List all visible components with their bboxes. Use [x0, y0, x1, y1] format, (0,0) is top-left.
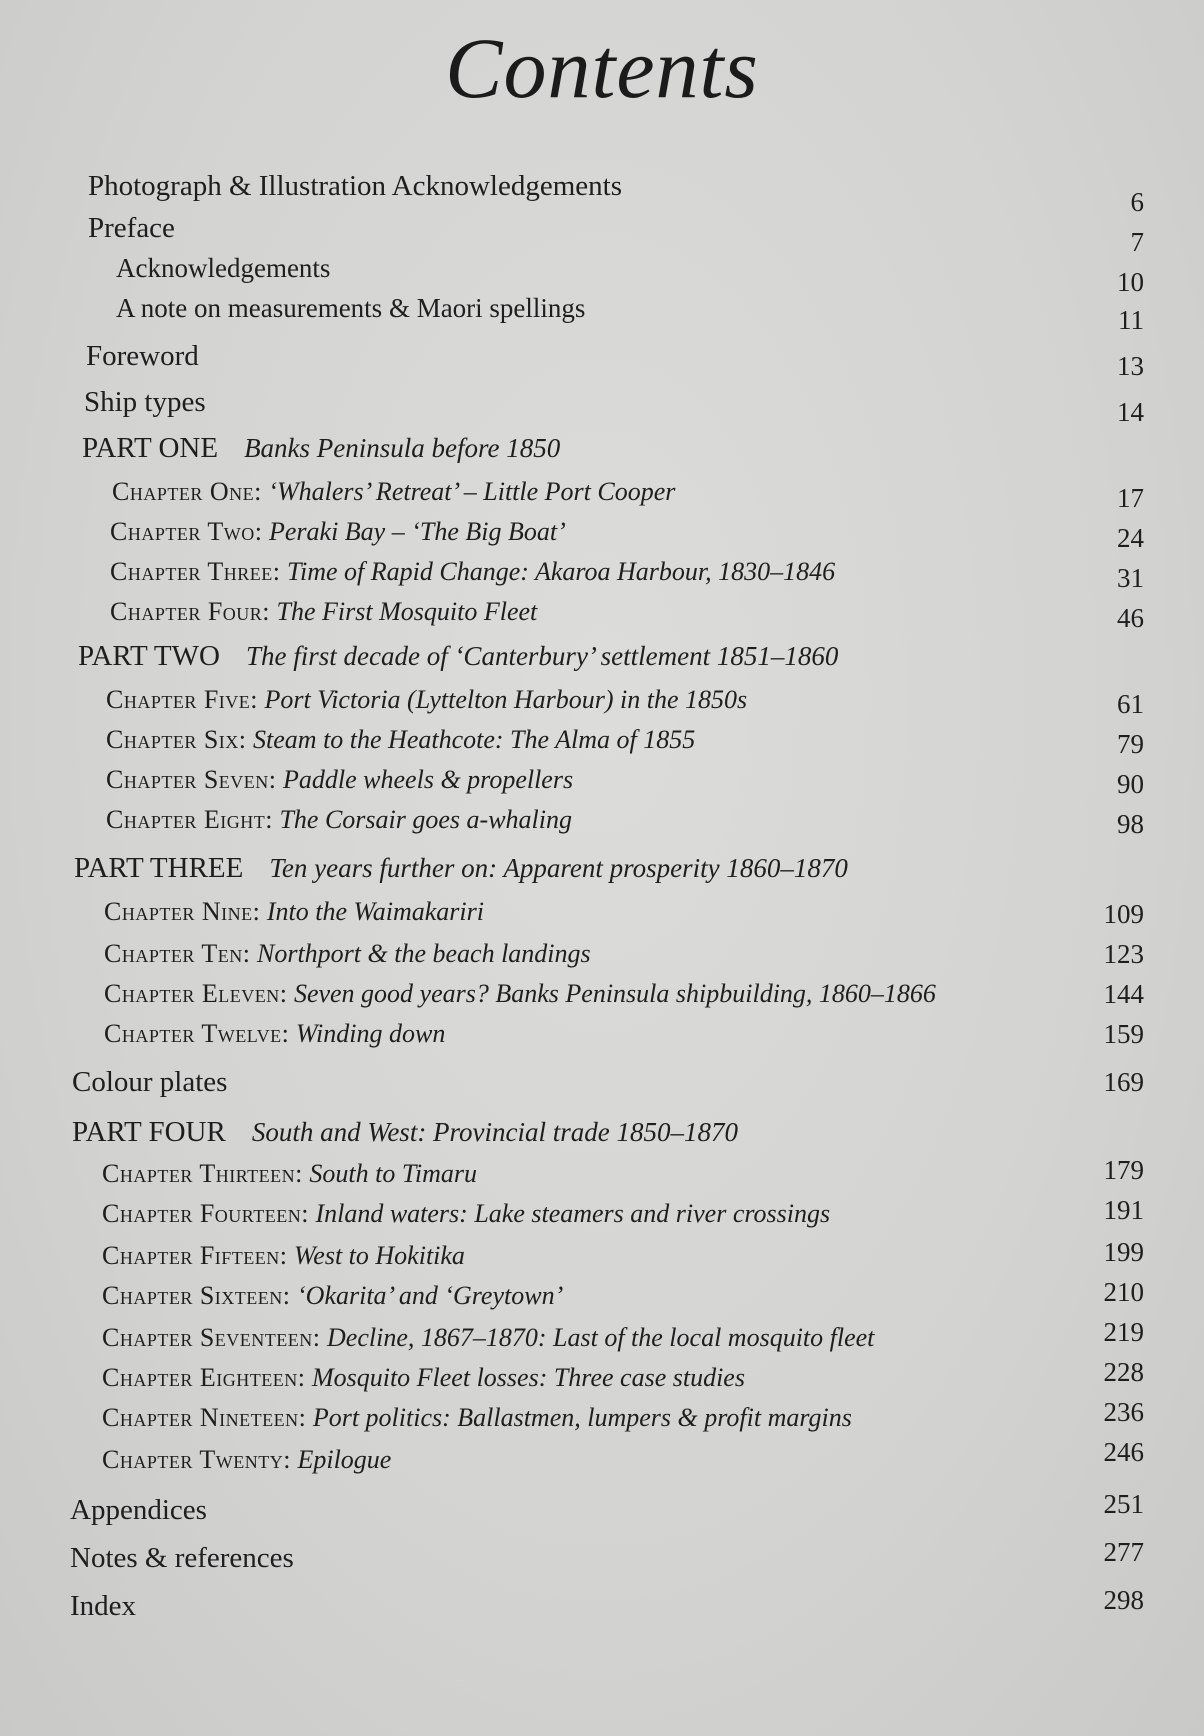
- entry-page-number: 14: [1117, 397, 1144, 427]
- toc-chapter: [0, 592, 1204, 632]
- toc-chapter: [0, 1358, 1204, 1398]
- toc-chapter: [0, 1437, 1204, 1480]
- part-label: PART FOUR: [72, 1116, 226, 1148]
- chapter-number: Chapter Eighteen:: [102, 1363, 306, 1392]
- toc-chapter: [0, 892, 1204, 932]
- toc-chapter: [0, 974, 1204, 1014]
- chapter-title: Decline, 1867–1870: Last of the local mosquito fleet: [327, 1323, 875, 1352]
- entry-page-number: 79: [1117, 729, 1144, 759]
- toc-entry-acknowledgements: [0, 248, 1204, 297]
- part-subtitle: South and West: Provincial trade 1850–1870: [251, 1117, 739, 1147]
- chapter-number: Chapter Seven:: [106, 765, 277, 794]
- toc-chapter: [0, 1154, 1204, 1194]
- chapter-number: Chapter Seventeen:: [102, 1323, 321, 1352]
- chapter-number: Chapter One:: [112, 477, 262, 506]
- toc-chapter: [0, 1236, 1204, 1276]
- chapter-title: Winding down: [295, 1019, 446, 1048]
- chapter-number: Chapter Six:: [106, 725, 247, 754]
- chapter-number: Chapter Nineteen:: [102, 1403, 307, 1432]
- entry-title: A note on measurements & Maori spellings: [116, 293, 586, 323]
- toc-part-three: [0, 848, 1204, 888]
- chapter-title: Peraki Bay – ‘The Big Boat’: [268, 517, 566, 546]
- entry-page-number: 61: [1117, 689, 1144, 719]
- entry-title: Index: [70, 1590, 137, 1622]
- toc-chapter: [0, 1194, 1204, 1234]
- chapter-title: Port politics: Ballastmen, lumpers & profit margins: [312, 1403, 852, 1432]
- chapter-title: Paddle wheels & propellers: [283, 765, 574, 794]
- toc-chapter: [0, 1276, 1204, 1316]
- part-subtitle: Ten years further on: Apparent prosperity 1860–1870: [269, 853, 848, 883]
- toc-chapter: [0, 800, 1204, 840]
- chapter-title: The First Mosquito Fleet: [276, 597, 538, 626]
- entry-title: Photograph & Illustration Acknowledgements: [88, 170, 623, 202]
- entry-title: Foreword: [86, 340, 199, 372]
- toc-entry-acknowledgements-photos: [0, 166, 1204, 217]
- part-label: PART THREE: [74, 852, 244, 884]
- part-heading: [74, 848, 848, 888]
- toc-chapter: [0, 1014, 1204, 1054]
- toc-entry-index: [0, 1586, 1204, 1626]
- entry-page-number: 24: [1117, 523, 1144, 553]
- entry-title: Notes & references: [70, 1542, 294, 1574]
- entry-page-number: 169: [1103, 1067, 1144, 1097]
- chapter-number: Chapter Four:: [110, 597, 271, 626]
- entry-page-number: 251: [1103, 1489, 1144, 1519]
- chapter-number: Chapter Nine:: [104, 897, 261, 926]
- entry-page-number: 210: [1103, 1277, 1144, 1307]
- toc-entry-notes: [0, 1538, 1204, 1578]
- entry-title: Colour plates: [72, 1066, 228, 1098]
- chapter-title: Seven good years? Banks Peninsula shipbuilding, 1860–1866: [293, 979, 936, 1008]
- toc-chapter: [0, 680, 1204, 720]
- chapter-number: Chapter Fifteen:: [102, 1241, 288, 1270]
- part-heading: [72, 1112, 738, 1152]
- entry-page-number: 123: [1103, 939, 1144, 969]
- toc-part-four: [0, 1112, 1204, 1152]
- chapter-number: Chapter Two:: [110, 517, 263, 546]
- entry-page-number: 159: [1103, 1019, 1144, 1049]
- entry-title: Appendices: [70, 1494, 207, 1526]
- chapter-title: West to Hokitika: [294, 1241, 465, 1270]
- entry-page-number: 13: [1117, 351, 1144, 381]
- entry-page-number: 298: [1103, 1585, 1144, 1615]
- entry-page-number: 109: [1103, 899, 1144, 929]
- entry-page-number: 98: [1117, 809, 1144, 839]
- chapter-title: ‘Whalers’ Retreat’ – Little Port Cooper: [268, 477, 676, 506]
- part-heading: [78, 636, 838, 676]
- toc-entry-preface: [0, 208, 1204, 257]
- chapter-number: Chapter Five:: [106, 685, 259, 714]
- entry-page-number: 17: [1117, 483, 1144, 513]
- toc-entry-foreword: [0, 336, 1204, 381]
- toc-chapter: [0, 760, 1204, 800]
- toc-entry-measurements-note: [0, 288, 1204, 335]
- entry-title: Preface: [88, 212, 175, 244]
- chapter-number: Chapter Twenty:: [102, 1445, 291, 1474]
- entry-page-number: 277: [1103, 1537, 1144, 1567]
- entry-page-number: 7: [1130, 227, 1144, 257]
- entry-page-number: 219: [1103, 1317, 1144, 1347]
- entry-page-number: 90: [1117, 769, 1144, 799]
- page-title: Contents: [445, 20, 759, 116]
- part-subtitle: Banks Peninsula before 1850: [244, 433, 561, 463]
- chapter-title: Northport & the beach landings: [256, 939, 591, 968]
- chapter-number: Chapter Thirteen:: [102, 1159, 303, 1188]
- entry-page-number: 31: [1117, 563, 1144, 593]
- chapter-title: Time of Rapid Change: Akaroa Harbour, 1830–1846: [286, 557, 836, 586]
- entry-page-number: 199: [1103, 1237, 1144, 1267]
- part-label: PART ONE: [82, 432, 219, 464]
- chapter-title: ‘Okarita’ and ‘Greytown’: [297, 1281, 564, 1310]
- chapter-title: Steam to the Heathcote: The Alma of 1855: [253, 725, 696, 754]
- toc-entry-colour-plates: [0, 1062, 1204, 1102]
- entry-page-number: 228: [1103, 1357, 1144, 1387]
- toc-chapter: [0, 720, 1204, 760]
- part-subtitle: The first decade of ‘Canterbury’ settlement 1851–1860: [245, 641, 839, 671]
- part-heading: [82, 428, 560, 468]
- entry-page-number: 191: [1103, 1195, 1144, 1225]
- entry-page-number: 6: [1130, 187, 1144, 217]
- part-label: PART TWO: [78, 640, 220, 672]
- toc-part-one: [0, 428, 1204, 468]
- chapter-number: Chapter Fourteen:: [102, 1199, 309, 1228]
- toc-entry-appendices: [0, 1490, 1204, 1530]
- toc-chapter: [0, 472, 1204, 512]
- entry-title: Acknowledgements: [116, 253, 331, 283]
- entry-page-number: 236: [1103, 1397, 1144, 1427]
- chapter-number: Chapter Sixteen:: [102, 1281, 291, 1310]
- chapter-title: Into the Waimakariri: [266, 897, 484, 926]
- entry-title: Ship types: [84, 386, 206, 418]
- chapter-number: Chapter Twelve:: [104, 1019, 290, 1048]
- entry-page-number: 144: [1103, 979, 1144, 1009]
- toc-part-two: [0, 636, 1204, 676]
- entry-page-number: 46: [1117, 603, 1144, 633]
- chapter-number: Chapter Eleven:: [104, 979, 288, 1008]
- chapter-title: Port Victoria (Lyttelton Harbour) in the 1850s: [264, 685, 748, 714]
- chapter-number: Chapter Three:: [110, 557, 281, 586]
- chapter-title: Epilogue: [297, 1445, 392, 1474]
- toc-chapter: [0, 1318, 1204, 1358]
- toc-chapter: [0, 512, 1204, 552]
- toc-chapter: [0, 1398, 1204, 1438]
- chapter-title: Inland waters: Lake steamers and river crossings: [315, 1199, 831, 1228]
- toc-chapter: [0, 934, 1204, 974]
- entry-page-number: 10: [1117, 267, 1144, 297]
- chapter-title: South to Timaru: [309, 1159, 477, 1188]
- toc-entry-ship-types: [0, 382, 1204, 427]
- entry-page-number: 11: [1118, 305, 1144, 335]
- entry-page-number: 246: [1103, 1437, 1144, 1467]
- chapter-title: The Corsair goes a-whaling: [279, 805, 572, 834]
- chapter-number: Chapter Eight:: [106, 805, 273, 834]
- chapter-number: Chapter Ten:: [104, 939, 251, 968]
- chapter-title: Mosquito Fleet losses: Three case studies: [311, 1363, 745, 1392]
- toc-chapter: [0, 552, 1204, 592]
- entry-page-number: 179: [1103, 1155, 1144, 1185]
